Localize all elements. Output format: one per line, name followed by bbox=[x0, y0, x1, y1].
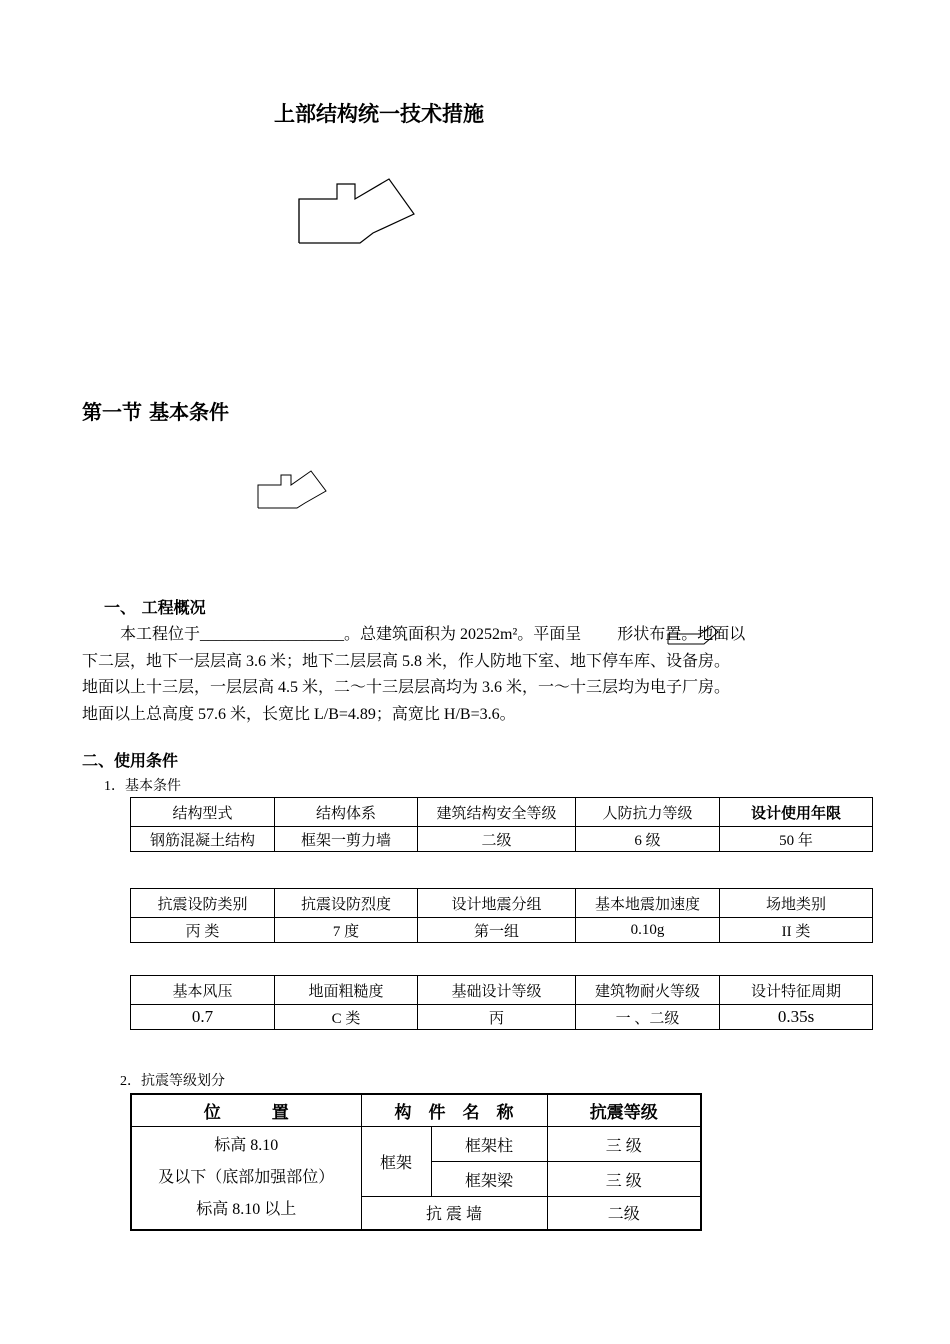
floor-plan-shape-large bbox=[290, 175, 420, 250]
position-line: 标高 8.10 以上 bbox=[196, 1200, 297, 1218]
grade-cell: 二级 bbox=[547, 1197, 701, 1230]
table-cell: 一 、二级 bbox=[576, 1005, 720, 1030]
table-cell: 50 年 bbox=[720, 827, 873, 852]
table-cell: 二级 bbox=[418, 827, 576, 852]
table-cell: 0.7 bbox=[131, 1005, 275, 1030]
table-header: 结构体系 bbox=[275, 798, 418, 827]
basic-conditions-table bbox=[130, 797, 873, 852]
table-header: 设计特征周期 bbox=[720, 976, 873, 1005]
table-header: 抗震等级 bbox=[547, 1094, 701, 1127]
frame-cell: 框架 bbox=[361, 1127, 431, 1197]
table-header: 构 件 名 称 bbox=[361, 1094, 547, 1127]
table-cell: II 类 bbox=[720, 918, 873, 943]
table-header: 人防抗力等级 bbox=[576, 798, 720, 827]
table-cell: 第一组 bbox=[418, 918, 576, 943]
table-header: 设计使用年限 bbox=[720, 798, 873, 827]
table-cell: 0.35s bbox=[720, 1005, 873, 1030]
table-cell: C 类 bbox=[275, 1005, 418, 1030]
table-header: 结构型式 bbox=[131, 798, 275, 827]
seismic-design-table bbox=[130, 888, 873, 943]
document-title: 上部结构统一技术措施 bbox=[274, 102, 484, 126]
table-header: 位 置 bbox=[131, 1094, 361, 1127]
frame-column-cell: 框架柱 bbox=[431, 1127, 547, 1162]
overview-paragraph bbox=[82, 622, 874, 728]
position-line: 标高 8.10 bbox=[214, 1136, 279, 1154]
inline-plan-shape-icon bbox=[664, 624, 720, 648]
usage-heading: 二、使用条件 bbox=[82, 751, 179, 770]
basic-conditions-label: 1．基本条件 bbox=[104, 779, 181, 794]
table-header: 基本地震加速度 bbox=[576, 889, 720, 918]
frame-beam-cell: 框架梁 bbox=[431, 1162, 547, 1197]
overview-line: 地面以上十三层，一层层高 4.5 米，二～十三层层高均为 3.6 米，一～十三层均为电子厂房。 bbox=[82, 679, 731, 696]
table-cell: 框架一剪力墙 bbox=[275, 827, 418, 852]
table-cell: 6 级 bbox=[576, 827, 720, 852]
position-line: 及以下（底部加强部位） bbox=[158, 1168, 335, 1186]
overview-line: 下二层，地下一层层高 3.6 米；地下二层层高 5.8 米，作人防地下室、地下停车库、设备房。 bbox=[82, 652, 731, 670]
seismic-grade-table bbox=[130, 1093, 702, 1231]
table-header: 建筑结构安全等级 bbox=[418, 798, 576, 827]
table-cell: 丙 bbox=[418, 1005, 576, 1030]
table-header: 基础设计等级 bbox=[418, 976, 576, 1005]
table-cell: 钢筋混凝土结构 bbox=[131, 827, 275, 852]
shear-wall-cell: 抗 震 墙 bbox=[361, 1197, 547, 1230]
seismic-grade-label: 2．抗震等级划分 bbox=[120, 1074, 225, 1089]
table-cell: 0.10g bbox=[576, 918, 720, 943]
table-header: 抗震设防类别 bbox=[131, 889, 275, 918]
grade-cell: 三 级 bbox=[547, 1127, 701, 1162]
floor-plan-shape-small bbox=[253, 465, 333, 513]
wind-foundation-table bbox=[130, 975, 873, 1030]
section-title: 第一节 基本条件 bbox=[82, 400, 229, 424]
table-cell: 7 度 bbox=[275, 918, 418, 943]
position-cell bbox=[131, 1127, 361, 1230]
table-header: 基本风压 bbox=[131, 976, 275, 1005]
table-header: 设计地震分组 bbox=[418, 889, 576, 918]
overview-heading: 一、 工程概况 bbox=[104, 598, 206, 617]
table-cell: 丙 类 bbox=[131, 918, 275, 943]
overview-line: 地面以上总高度 57.6 米，长宽比 L/B=4.89；高宽比 H/B=3.6。 bbox=[82, 705, 516, 723]
grade-cell: 三 级 bbox=[547, 1162, 701, 1197]
table-header: 场地类别 bbox=[720, 889, 873, 918]
table-header: 抗震设防烈度 bbox=[275, 889, 418, 918]
overview-line: 本工程位于__________________。总建筑面积为 20252m²。平面呈 形状布置。地面以 bbox=[120, 626, 746, 643]
table-header: 地面粗糙度 bbox=[275, 976, 418, 1005]
table-header: 建筑物耐火等级 bbox=[576, 976, 720, 1005]
